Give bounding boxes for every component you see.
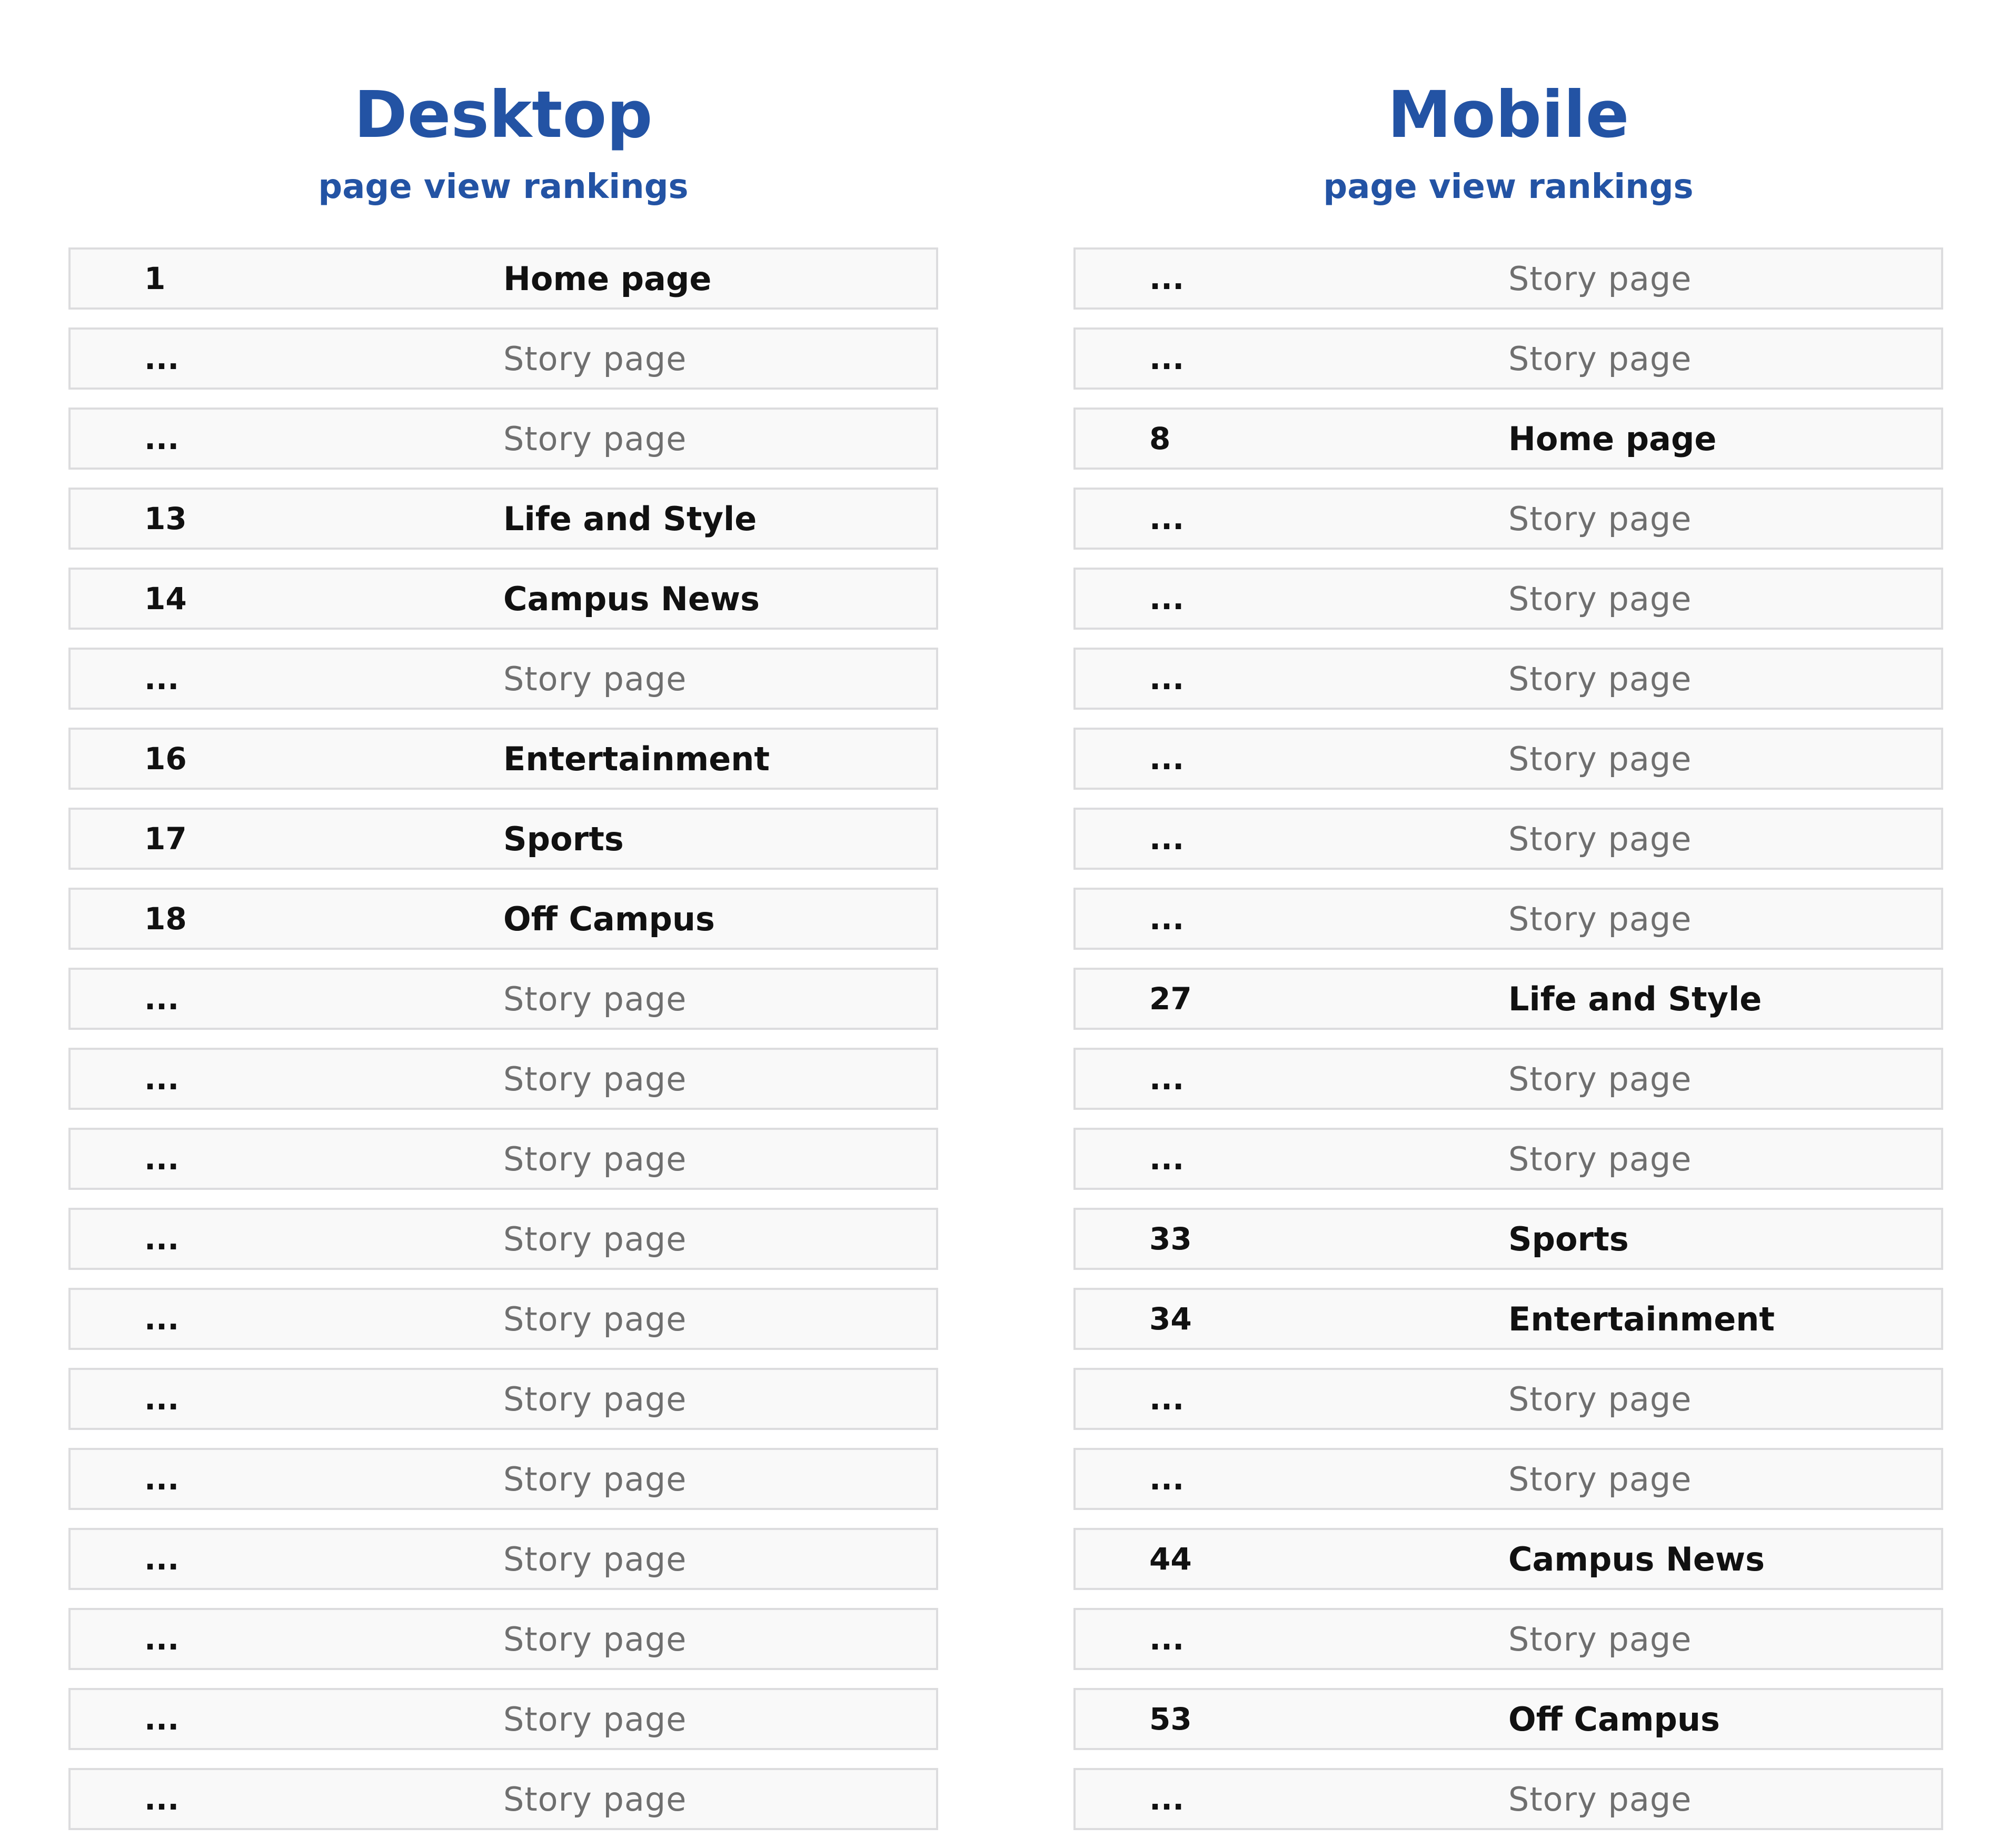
rank-value: 14 (144, 581, 187, 617)
rank-value: 16 (144, 741, 187, 777)
mobile-ranking-row (1073, 1608, 1943, 1670)
desktop-ranking-row (68, 1048, 938, 1110)
section-page-label: Campus News (1508, 1539, 1765, 1578)
rank-value: 1 (144, 261, 166, 296)
desktop-ranking-row (68, 1768, 938, 1830)
rank-value: 17 (144, 821, 187, 857)
desktop-ranking-row (68, 1608, 938, 1670)
mobile-ranking-row (1073, 408, 1943, 470)
rank-value: ... (144, 1701, 180, 1737)
rank-value: ... (144, 981, 180, 1017)
desktop-ranking-row (68, 247, 938, 310)
mobile-subtitle: page view rankings (1323, 167, 1694, 206)
mobile-ranking-row (1073, 728, 1943, 790)
desktop-ranking-row (68, 968, 938, 1030)
story-page-label: Story page (1508, 579, 1692, 618)
desktop-ranking-row (68, 1528, 938, 1590)
desktop-ranking-row (68, 1368, 938, 1430)
desktop-ranking-row (68, 728, 938, 790)
mobile-ranking-row (1073, 1768, 1943, 1830)
mobile-ranking-row (1073, 808, 1943, 870)
rank-value: ... (144, 1461, 180, 1497)
desktop-title: Desktop (354, 77, 653, 152)
rank-value: 34 (1149, 1301, 1192, 1337)
rank-value: ... (1149, 501, 1185, 536)
story-page-label: Story page (503, 659, 687, 698)
desktop-ranking-row (68, 648, 938, 710)
desktop-ranking-row (68, 327, 938, 390)
rank-value: ... (1149, 581, 1185, 617)
rank-value: 27 (1149, 981, 1192, 1017)
story-page-label: Story page (1508, 1780, 1692, 1819)
story-page-label: Story page (1508, 1059, 1692, 1098)
section-page-label: Off Campus (503, 899, 715, 938)
mobile-ranking-list (1073, 247, 1943, 1830)
rank-value: ... (144, 341, 180, 376)
desktop-ranking-row (68, 888, 938, 950)
mobile-ranking-row (1073, 1048, 1943, 1110)
story-page-label: Story page (503, 1059, 687, 1098)
mobile-ranking-row (1073, 1208, 1943, 1270)
rank-value: ... (1149, 821, 1185, 857)
mobile-ranking-row (1073, 247, 1943, 310)
desktop-header (68, 0, 938, 247)
rank-value: ... (144, 1061, 180, 1097)
section-page-label: Campus News (503, 579, 760, 618)
rank-value: ... (1149, 1621, 1185, 1657)
rank-value: 33 (1149, 1221, 1192, 1257)
desktop-subtitle: page view rankings (318, 167, 689, 206)
mobile-ranking-row (1073, 1288, 1943, 1350)
story-page-label: Story page (1508, 819, 1692, 858)
mobile-ranking-row (1073, 1128, 1943, 1190)
story-page-label: Story page (503, 1379, 687, 1418)
desktop-ranking-row (68, 1208, 938, 1270)
mobile-ranking-row (1073, 488, 1943, 550)
rank-value: ... (1149, 901, 1185, 937)
story-page-label: Story page (1508, 1139, 1692, 1178)
mobile-ranking-row (1073, 327, 1943, 390)
story-page-label: Story page (503, 1620, 687, 1658)
desktop-ranking-row (68, 1448, 938, 1510)
rank-value: 53 (1149, 1701, 1192, 1737)
rank-value: ... (144, 661, 180, 697)
desktop-ranking-row (68, 1128, 938, 1190)
desktop-ranking-row (68, 808, 938, 870)
rank-value: ... (1149, 1141, 1185, 1177)
section-page-label: Entertainment (1508, 1299, 1775, 1338)
mobile-title: Mobile (1387, 77, 1629, 152)
mobile-ranking-row (1073, 968, 1943, 1030)
rank-value: ... (1149, 1381, 1185, 1417)
story-page-label: Story page (1508, 899, 1692, 938)
rank-value: ... (144, 1381, 180, 1417)
rank-value: 18 (144, 901, 187, 937)
rank-value: ... (144, 421, 180, 456)
story-page-label: Story page (503, 1780, 687, 1819)
section-page-label: Life and Style (1508, 979, 1762, 1018)
story-page-label: Story page (503, 419, 687, 458)
story-page-label: Story page (1508, 1459, 1692, 1498)
rank-value: ... (1149, 1461, 1185, 1497)
section-page-label: Home page (503, 259, 712, 298)
desktop-ranking-row (68, 1288, 938, 1350)
story-page-label: Story page (1508, 259, 1692, 298)
mobile-rankings-column (1073, 0, 1943, 1848)
desktop-ranking-row (68, 488, 938, 550)
rank-value: ... (144, 1541, 180, 1577)
mobile-header (1073, 0, 1943, 247)
mobile-ranking-row (1073, 888, 1943, 950)
mobile-ranking-row (1073, 1368, 1943, 1430)
story-page-label: Story page (503, 1459, 687, 1498)
desktop-ranking-list (68, 247, 938, 1830)
rank-value: ... (1149, 341, 1185, 376)
section-page-label: Entertainment (503, 739, 770, 778)
rank-value: ... (144, 1141, 180, 1177)
desktop-ranking-row (68, 1688, 938, 1750)
section-page-label: Life and Style (503, 499, 757, 538)
desktop-ranking-row (68, 568, 938, 630)
mobile-ranking-row (1073, 1528, 1943, 1590)
rank-value: 13 (144, 501, 187, 536)
story-page-label: Story page (503, 1700, 687, 1738)
section-page-label: Off Campus (1508, 1700, 1720, 1738)
rank-value: ... (1149, 261, 1185, 296)
desktop-rankings-column (68, 0, 938, 1848)
mobile-ranking-row (1073, 568, 1943, 630)
story-page-label: Story page (1508, 339, 1692, 378)
story-page-label: Story page (1508, 1379, 1692, 1418)
rank-value: ... (1149, 661, 1185, 697)
story-page-label: Story page (503, 1299, 687, 1338)
rank-value: ... (1149, 1781, 1185, 1817)
story-page-label: Story page (503, 1139, 687, 1178)
story-page-label: Story page (1508, 1620, 1692, 1658)
rank-value: ... (1149, 1061, 1185, 1097)
rank-value: 44 (1149, 1541, 1192, 1577)
section-page-label: Home page (1508, 419, 1717, 458)
desktop-ranking-row (68, 408, 938, 470)
rank-value: ... (144, 1221, 180, 1257)
mobile-ranking-row (1073, 1688, 1943, 1750)
section-page-label: Sports (1508, 1219, 1629, 1258)
story-page-label: Story page (503, 339, 687, 378)
story-page-label: Story page (1508, 499, 1692, 538)
story-page-label: Story page (503, 1539, 687, 1578)
story-page-label: Story page (1508, 739, 1692, 778)
rank-value: ... (144, 1781, 180, 1817)
story-page-label: Story page (503, 1219, 687, 1258)
rank-value: ... (144, 1301, 180, 1337)
section-page-label: Sports (503, 819, 624, 858)
rank-value: 8 (1149, 421, 1171, 456)
mobile-ranking-row (1073, 648, 1943, 710)
story-page-label: Story page (503, 979, 687, 1018)
rank-value: ... (1149, 741, 1185, 777)
story-page-label: Story page (1508, 659, 1692, 698)
mobile-ranking-row (1073, 1448, 1943, 1510)
rank-value: ... (144, 1621, 180, 1657)
